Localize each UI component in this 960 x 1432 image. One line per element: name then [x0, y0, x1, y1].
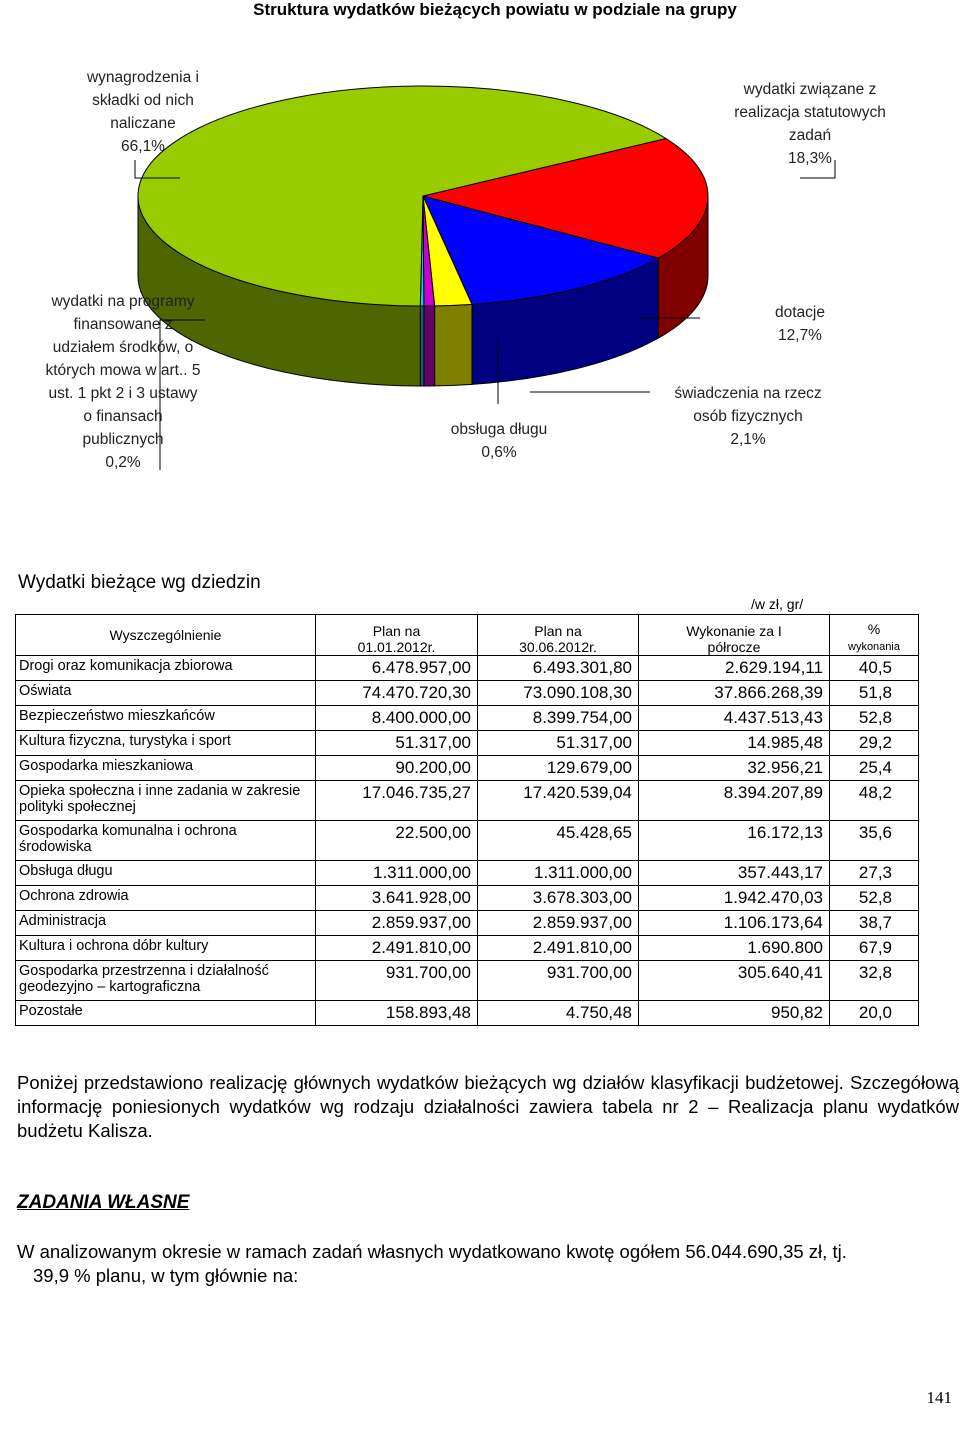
table-row [16, 681, 919, 706]
row-name: Bezpieczeństwo mieszkańców [16, 706, 316, 731]
pie-side-3 [435, 304, 472, 386]
header-procent: % wykonania [830, 615, 919, 656]
row-name: Kultura fizyczna, turystyka i sport [16, 731, 316, 756]
row-wykonanie: 32.956,21 [639, 756, 830, 781]
table-row [16, 961, 919, 1001]
row-name: Gospodarka mieszkaniowa [16, 756, 316, 781]
pie-side-5 [420, 306, 424, 386]
row-plan-01-01: 22.500,00 [316, 821, 478, 861]
row-plan-01-01: 51.317,00 [316, 731, 478, 756]
chart-title: Struktura wydatków bieżących powiatu w podziale na grupy [253, 0, 737, 19]
table-row [16, 886, 919, 911]
table-row [16, 731, 919, 756]
row-name: Gospodarka komunalna i ochrona środowiska [16, 821, 316, 861]
row-wykonanie: 305.640,41 [639, 961, 830, 1001]
table-row [16, 756, 919, 781]
table-row [16, 936, 919, 961]
table-row [16, 861, 919, 886]
paragraph-intro: Poniżej przedstawiono realizację głównych wydatków bieżących wg działów klasyfikacji budżetowej. Szczegółową informację poniesionych wydatków wg rodzaju działalności zawiera tabela nr 2 – Realizacja planu wydatków budżetu Kalisza. [17, 1072, 959, 1141]
row-procent: 25,4 [830, 756, 919, 781]
row-wykonanie: 37.866.268,39 [639, 681, 830, 706]
pie-label-swiadczenia: świadczenia na rzecz osób fizycznych 2,1% [674, 385, 822, 448]
row-plan-01-01: 2.859.937,00 [316, 911, 478, 936]
row-plan-30-06: 931.700,00 [478, 961, 639, 1001]
row-name: Drogi oraz komunikacja zbiorowa [16, 656, 316, 681]
row-plan-01-01: 90.200,00 [316, 756, 478, 781]
row-plan-30-06: 3.678.303,00 [478, 886, 639, 911]
row-plan-01-01: 158.893,48 [316, 1001, 478, 1026]
table-row [16, 911, 919, 936]
row-plan-01-01: 931.700,00 [316, 961, 478, 1001]
row-plan-01-01: 17.046.735,27 [316, 781, 478, 821]
row-wykonanie: 357.443,17 [639, 861, 830, 886]
header-plan-01-01: Plan na 01.01.2012r. [316, 615, 478, 656]
row-procent: 27,3 [830, 861, 919, 886]
table-header-row [16, 615, 919, 656]
row-plan-30-06: 6.493.301,80 [478, 656, 639, 681]
unit-note: /w zł, gr/ [751, 596, 804, 612]
heading-zadania-wlasne: ZADANIA WŁASNE [17, 1192, 190, 1213]
table-row [16, 1001, 919, 1026]
row-plan-30-06: 17.420.539,04 [478, 781, 639, 821]
row-procent: 29,2 [830, 731, 919, 756]
paragraph-zadania-line1: W analizowanym okresie w ramach zadań własnych wydatkowano kwotę ogółem 56.044.690,35 zł, tj. [17, 1241, 847, 1262]
row-wykonanie: 8.394.207,89 [639, 781, 830, 821]
page-number: 141 [926, 1388, 952, 1407]
header-wykonanie: Wykonanie za I półrocze [639, 615, 830, 656]
row-plan-30-06: 1.311.000,00 [478, 861, 639, 886]
row-wykonanie: 1.942.470,03 [639, 886, 830, 911]
row-plan-30-06: 51.317,00 [478, 731, 639, 756]
row-plan-30-06: 2.491.810,00 [478, 936, 639, 961]
row-procent: 38,7 [830, 911, 919, 936]
row-plan-01-01: 8.400.000,00 [316, 706, 478, 731]
section-heading: Wydatki bieżące wg dziedzin [18, 572, 261, 593]
row-wykonanie: 950,82 [639, 1001, 830, 1026]
pie-label-wydatki-statutowe: wydatki związane z realizacja statutowych zadań 18,3% [734, 81, 886, 167]
row-wykonanie: 1.690.800 [639, 936, 830, 961]
row-wykonanie: 1.106.173,64 [639, 911, 830, 936]
row-wykonanie: 4.437.513,43 [639, 706, 830, 731]
pie-label-dotacje: dotacje 12,7% [775, 304, 825, 344]
row-name: Gospodarka przestrzenna i działalność geodezyjno – kartograficzna [16, 961, 316, 1001]
row-plan-30-06: 2.859.937,00 [478, 911, 639, 936]
table-row [16, 656, 919, 681]
row-wykonanie: 16.172,13 [639, 821, 830, 861]
row-name: Kultura i ochrona dóbr kultury [16, 936, 316, 961]
row-name: Pozostałe [16, 1001, 316, 1026]
row-plan-30-06: 4.750,48 [478, 1001, 639, 1026]
row-plan-30-06: 45.428,65 [478, 821, 639, 861]
row-plan-30-06: 8.399.754,00 [478, 706, 639, 731]
row-plan-30-06: 129.679,00 [478, 756, 639, 781]
row-procent: 35,6 [830, 821, 919, 861]
row-procent: 20,0 [830, 1001, 919, 1026]
pie-label-obsluga-dlugu: obsługa długu 0,6% [450, 421, 548, 461]
row-wykonanie: 14.985,48 [639, 731, 830, 756]
row-plan-01-01: 74.470.720,30 [316, 681, 478, 706]
row-plan-01-01: 1.311.000,00 [316, 861, 478, 886]
row-plan-01-01: 2.491.810,00 [316, 936, 478, 961]
row-name: Obsługa długu [16, 861, 316, 886]
row-procent: 48,2 [830, 781, 919, 821]
row-procent: 67,9 [830, 936, 919, 961]
row-name: Administracja [16, 911, 316, 936]
row-plan-30-06: 73.090.108,30 [478, 681, 639, 706]
pie-side-4 [424, 306, 435, 386]
row-wykonanie: 2.629.194,11 [639, 656, 830, 681]
header-plan-30-06: Plan na 30.06.2012r. [478, 615, 639, 656]
row-procent: 40,5 [830, 656, 919, 681]
paragraph-zadania-line2: 39,9 % planu, w tym głównie na: [33, 1265, 299, 1286]
header-wyszczegolnienie: Wyszczególnienie [16, 615, 316, 656]
table-row [16, 821, 919, 861]
row-procent: 52,8 [830, 706, 919, 731]
row-procent: 32,8 [830, 961, 919, 1001]
expenses-table [15, 614, 919, 1026]
row-name: Ochrona zdrowia [16, 886, 316, 911]
pie-label-wynagrodzenia: wynagrodzenia i składki od nich naliczane 66,1% [86, 69, 199, 155]
table-row [16, 706, 919, 731]
row-procent: 52,8 [830, 886, 919, 911]
row-plan-01-01: 6.478.957,00 [316, 656, 478, 681]
pie-label-programy: wydatki na programy finansowane z udziałem środków, o których mowa w art.. 5 ust. 1 pkt 2 i 3 ustawy o finansach publicznych 0,2% [45, 293, 201, 471]
row-plan-01-01: 3.641.928,00 [316, 886, 478, 911]
paragraph-zadania [17, 1240, 959, 1288]
row-name: Opieka społeczna i inne zadania w zakresie polityki społecznej [16, 781, 316, 821]
table-row [16, 781, 919, 821]
row-name: Oświata [16, 681, 316, 706]
row-procent: 51,8 [830, 681, 919, 706]
